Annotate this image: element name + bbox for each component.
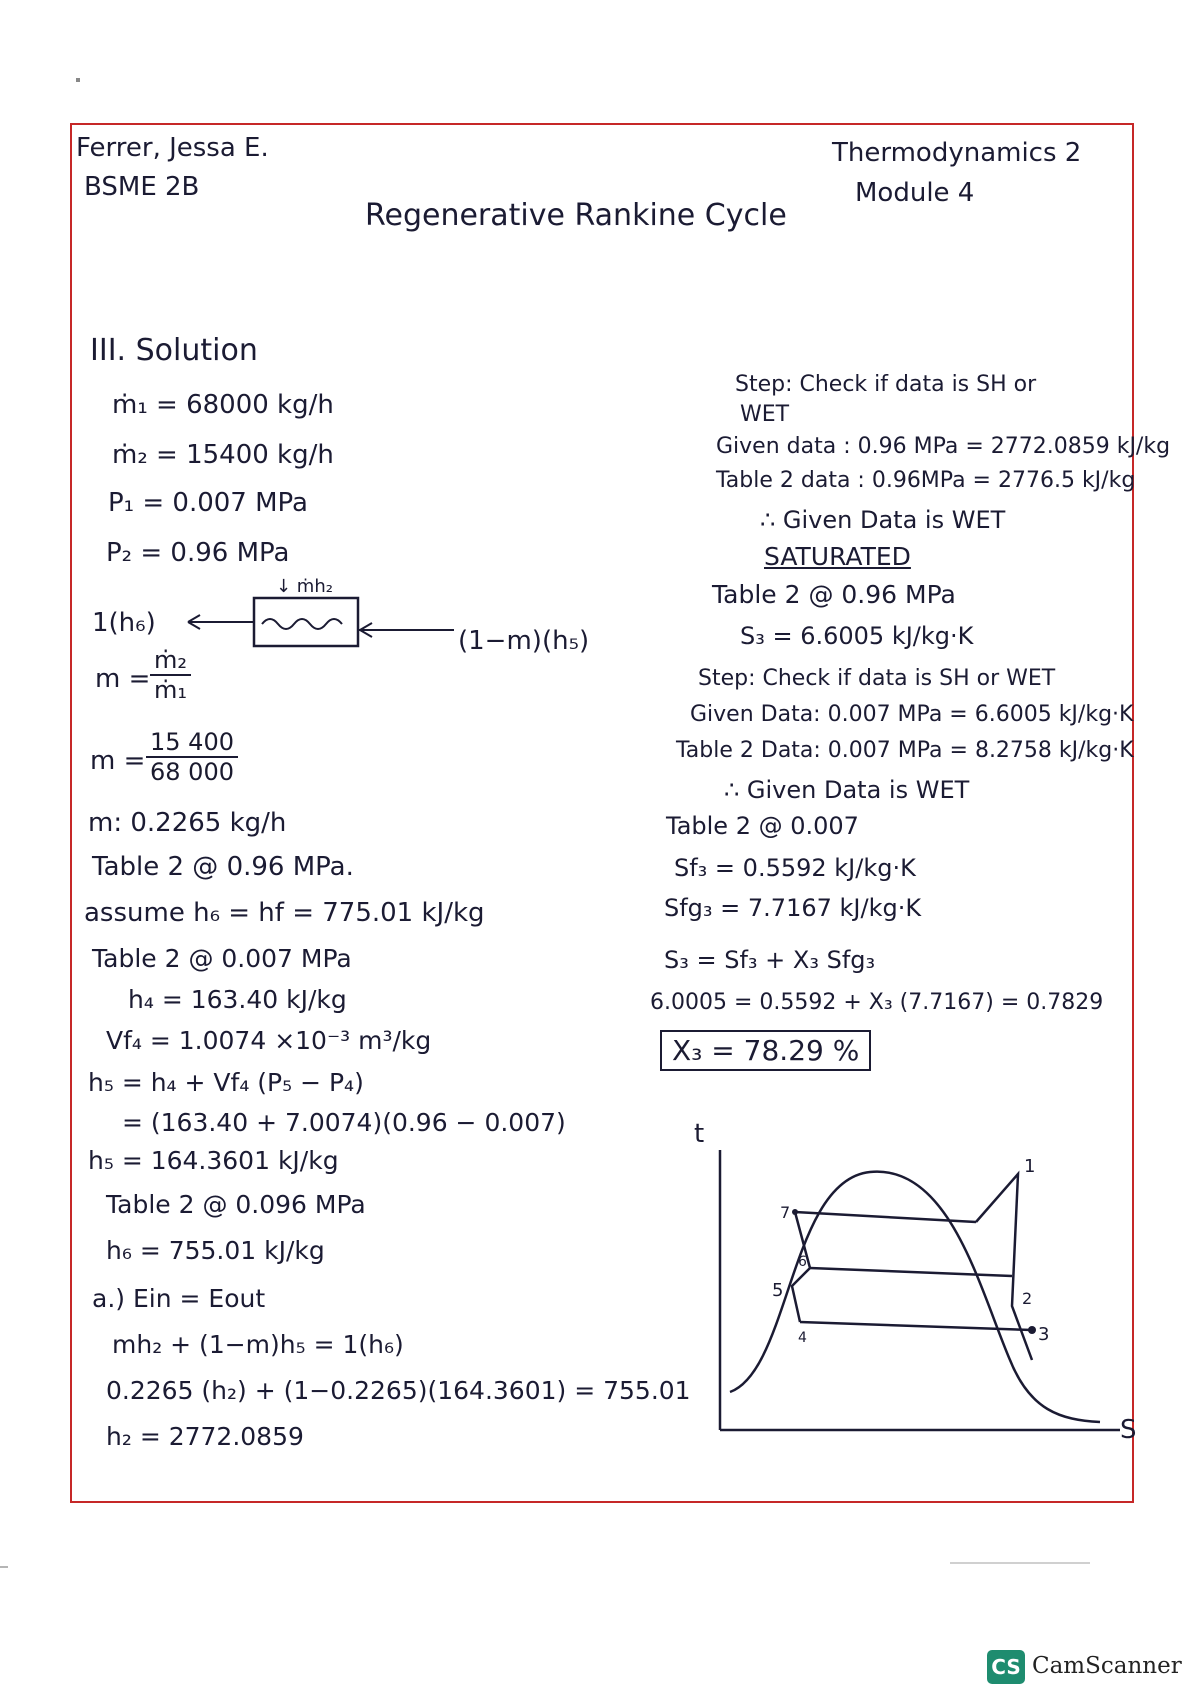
heater-coil [262,619,342,629]
work-line: Given Data: 0.007 MPa = 6.6005 kJ/kg·K [690,702,1134,727]
fraction-numerator: 15 400 [146,728,238,758]
work-line: h₅ = 164.3601 kJ/kg [88,1146,339,1175]
bleed-line [810,1268,1012,1276]
work-line: Table 2 @ 0.096 MPa [106,1190,366,1219]
y-axis-label: t [694,1120,705,1149]
module-label: Module 4 [855,178,975,208]
student-name: Ferrer, Jessa E. [76,133,269,163]
work-line: h₆ = 755.01 kJ/kg [106,1236,325,1265]
superheat-expansion-path [976,1174,1032,1360]
work-line: WET [740,402,790,427]
state-point-3-dot [1028,1326,1036,1334]
state-point-label: 3 [1038,1324,1050,1345]
heater-return-label: (1−m)(h₅) [458,626,590,656]
heater-outflow-label: 1(h₆) [92,608,156,638]
work-line: = (163.40 + 7.0074)(0.96 − 0.007) [122,1108,566,1137]
work-line: Sf₃ = 0.5592 kJ/kg·K [674,854,916,882]
work-line: S₃ = 6.6005 kJ/kg·K [740,622,974,650]
final-answer: X₃ = 78.29 % [660,1030,871,1071]
work-line: Given data : 0.96 MPa = 2772.0859 kJ/kg [716,434,1171,459]
work-line: Vf₄ = 1.0074 ×10⁻³ m³/kg [106,1026,432,1055]
m-sub-lhs: m = [90,746,146,776]
given-line: ṁ₁ = 68000 kg/h [112,390,334,420]
given-line: P₁ = 0.007 MPa [108,488,308,518]
work-line: h₄ = 163.40 kJ/kg [128,985,347,1014]
state-point-label: 6 [798,1254,807,1270]
x-axis-label: S [1120,1415,1137,1445]
student-section: BSME 2B [84,172,200,202]
state-point-label: 7 [780,1203,791,1222]
work-line: 6.0005 = 0.5592 + X₃ (7.7167) = 0.7829 [650,990,1104,1015]
work-line: h₂ = 2772.0859 [106,1422,304,1451]
m-def-fraction [150,646,191,704]
fraction-numerator: ṁ₂ [150,646,191,676]
work-line: Table 2 @ 0.007 [666,812,859,840]
heater-inflow-label: ↓ ṁh₂ [276,576,333,597]
state-point-label: 5 [772,1280,784,1301]
course-name: Thermodynamics 2 [832,138,1082,168]
work-line: S₃ = Sf₃ + X₃ Sfg₃ [664,946,876,974]
work-line: Step: Check if data is SH or WET [698,666,1056,691]
state-point-label: 4 [798,1330,807,1346]
given-line: P₂ = 0.96 MPa [106,538,290,568]
ts-diagram [680,1120,1140,1450]
boiling-line [795,1212,976,1222]
feedwater-heater-diagram [178,590,458,670]
work-line: 0.2265 (h₂) + (1−0.2265)(164.3601) = 755.01 [106,1376,691,1405]
work-line: Table 2 @ 0.007 MPa [92,944,352,973]
work-line: mh₂ + (1−m)h₅ = 1(h₆) [112,1330,404,1359]
m-sub-fraction [146,728,238,786]
work-line: ∴ Given Data is WET [724,776,970,804]
state-point-7-dot [792,1209,798,1215]
m-result: m: 0.2265 kg/h [88,808,287,838]
work-line: h₅ = h₄ + Vf₄ (P₅ − P₄) [88,1068,364,1097]
work-line: Sfg₃ = 7.7167 kJ/kg·K [664,894,922,922]
heater-box [254,598,358,646]
state-point-label: 2 [1022,1289,1033,1308]
work-line: Table 2 data : 0.96MPa = 2776.5 kJ/kg [716,468,1136,493]
state-point-label: 1 [1024,1156,1036,1177]
fraction-denominator: 68 000 [150,758,234,786]
work-line: Table 2 @ 0.96 MPa. [92,852,354,882]
scan-mark [76,78,80,82]
m-def-lhs: m = [95,664,151,694]
work-line: Step: Check if data is SH or [735,372,1037,397]
camscanner-logo: CS [987,1650,1025,1684]
scan-mark [0,1566,8,1568]
given-line: ṁ₂ = 15400 kg/h [112,440,334,470]
work-line: a.) Ein = Eout [92,1284,266,1313]
camscanner-brand: CamScanner [1032,1653,1182,1679]
work-line: Table 2 Data: 0.007 MPa = 8.2758 kJ/kg·K [676,738,1134,763]
fraction-denominator: ṁ₁ [154,676,187,704]
page-title: Regenerative Rankine Cycle [365,198,787,233]
scan-mark [950,1562,1090,1564]
work-line: ∴ Given Data is WET [760,506,1006,534]
work-line: assume h₆ = hf = 775.01 kJ/kg [84,898,485,928]
work-line: Table 2 @ 0.96 MPa [712,580,956,609]
work-line: SATURATED [764,542,911,571]
solution-heading: III. Solution [90,333,258,368]
